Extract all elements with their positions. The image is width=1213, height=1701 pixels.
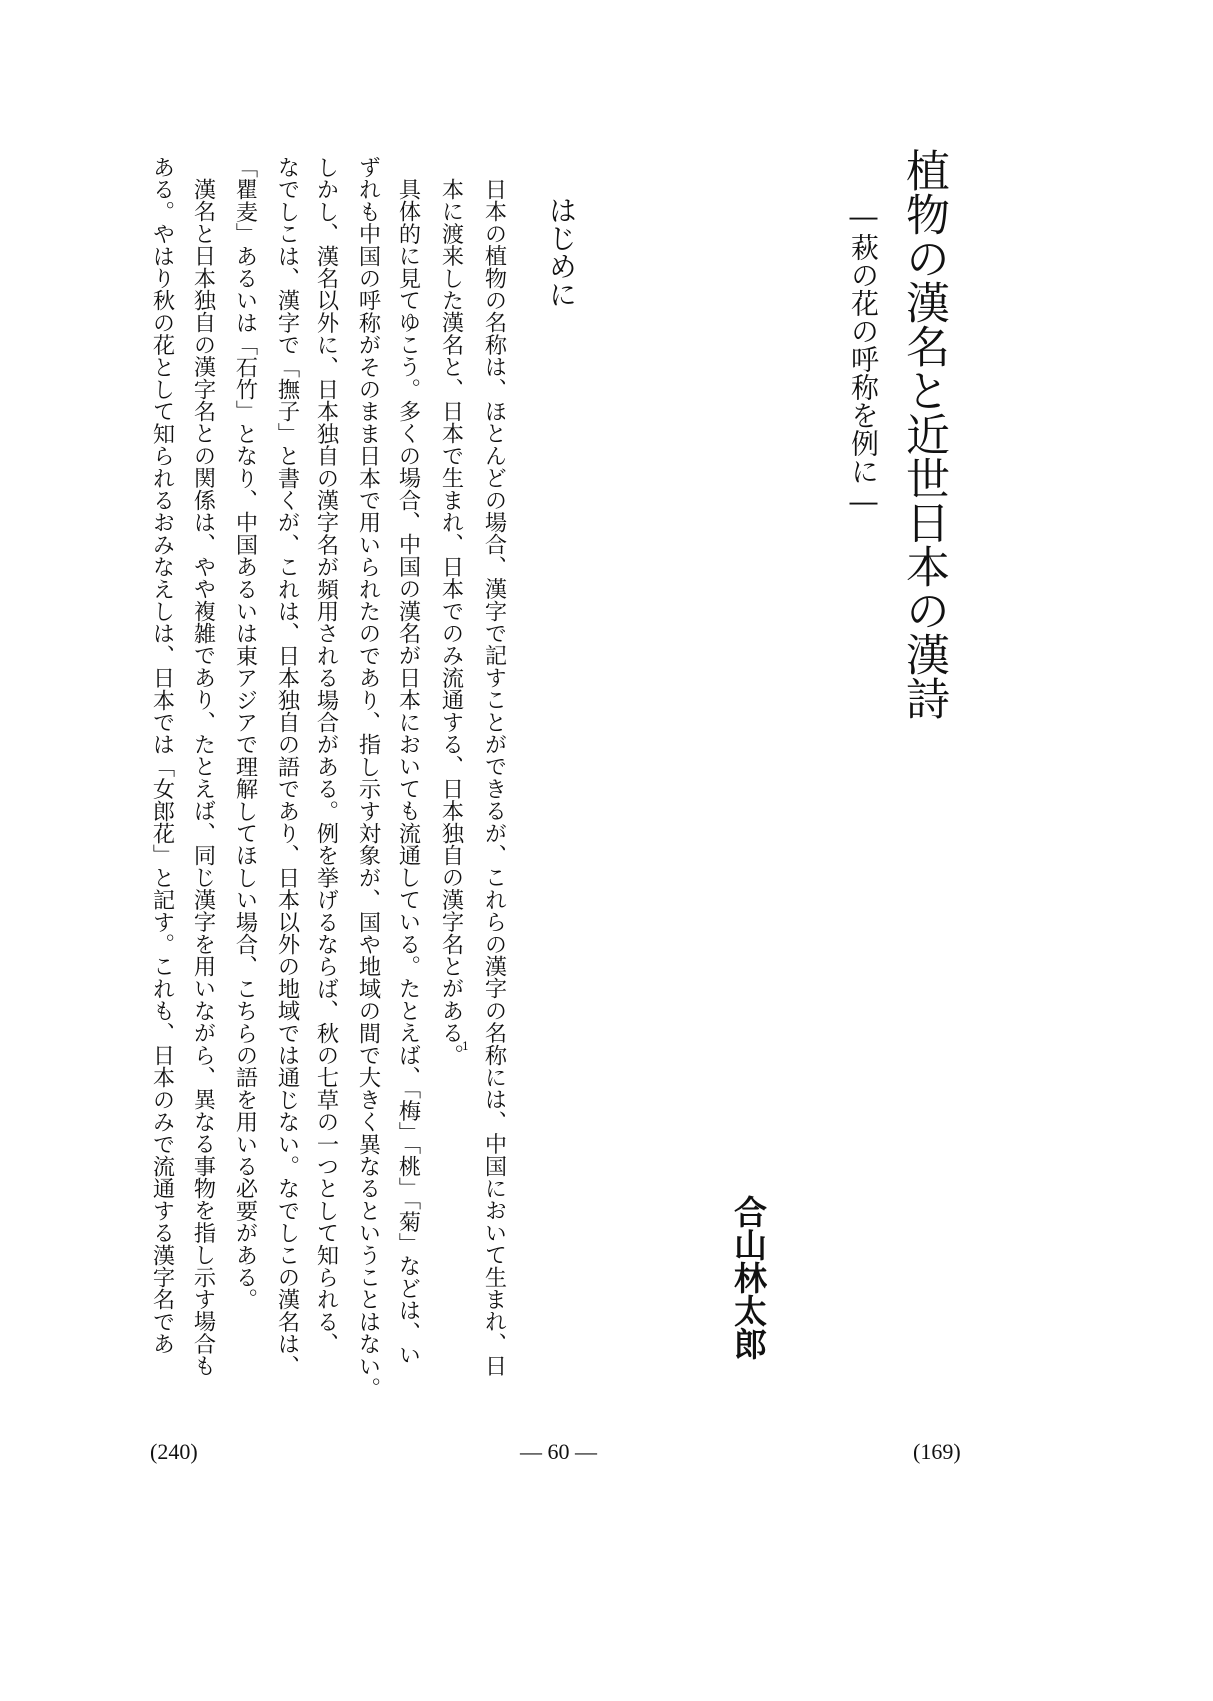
footnote-marker: 1 [462,1040,469,1053]
page-number-center: — 60 — [520,1439,597,1464]
body-line: しかし、漢名以外に、日本独自の漢字名が頻用される場合がある。例を挙げるならば、秋の七草の一つとして知られる、 [313,156,339,1355]
body-line: 「瞿麦」あるいは「石竹」となり、中国あるいは東アジアで理解してほしい場合、こちらの語を用いる必要がある。 [232,156,258,1311]
body-line: 日本の植物の名称は、ほとんどの場合、漢字で記すことができるが、これらの漢字の名称には、中国において生まれ、日 [481,178,507,1377]
body-line: ある。やはり秋の花として知られるおみなえしは、日本では「女郎花」と記す。これも、日本のみで流通する漢字名であ [149,156,175,1355]
article-subtitle: ―萩の花の呼称を例に― [847,200,880,518]
page-number-left: (240) [150,1439,198,1464]
body-line: 本に渡来した漢名と、日本で生まれ、日本でのみ流通する、日本独自の漢字名とがある。 [438,178,464,1066]
body-line: なでしこは、漢字で「撫子」と書くが、これは、日本独自の語であり、日本以外の地域では通じない。なでしこの漢名は、 [274,156,300,1377]
body-line: 漢名と日本独自の漢字名との関係は、やや複雑であり、たとえば、同じ漢字を用いながら、異なる事物を指し示す場合も [190,178,216,1377]
article-title: 植物の漢名と近世日本の漢詩 [898,148,949,720]
author-name: 合山林太郎 [729,1195,768,1360]
page-number-right: (169) [913,1439,961,1464]
body-line: ずれも中国の呼称がそのまま日本で用いられたのであり、指し示す対象が、国や地域の間で大きく異なるということはない。 [355,156,381,1400]
section-heading: はじめに [545,196,578,308]
body-line: 具体的に見てゆこう。多くの場合、中国の漢名が日本においても流通している。たとえば、「梅」「桃」「菊」などは、い [395,178,421,1366]
